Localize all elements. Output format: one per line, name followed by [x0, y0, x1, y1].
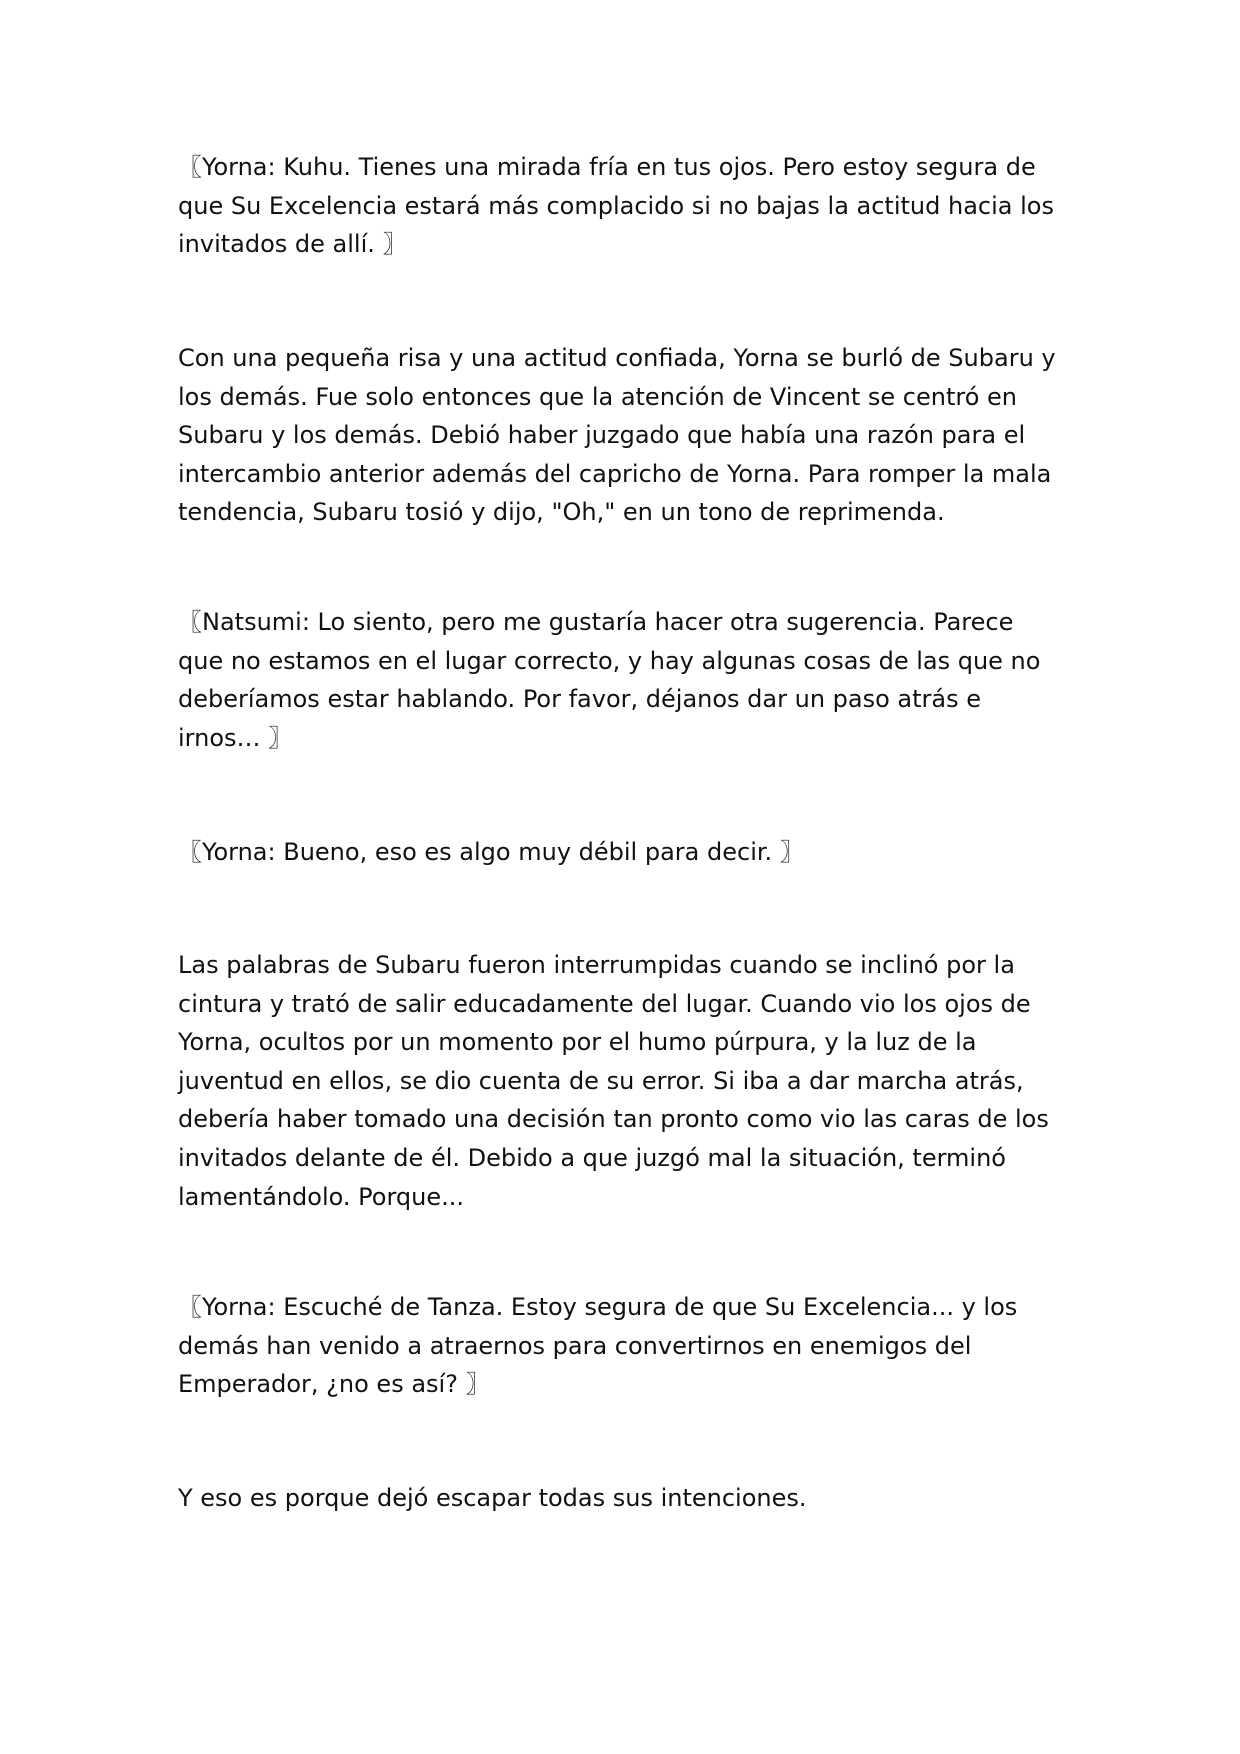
dialogue-yorna-3: 〖Yorna: Escuché de Tanza. Estoy segura de que Su Excelencia... y los demás han venido a atraernos para convertirnos en enemigos del Emperador, ¿no es así? 〗	[178, 1293, 1018, 1399]
dialogue-yorna-1: 〖Yorna: Kuhu. Tienes una mirada fría en tus ojos. Pero estoy segura de que Su Excelencia estará más complacido si no bajas la actitud hacia los invitados de allí. 〗	[178, 153, 1054, 259]
narration-paragraph-1: Con una pequeña risa y una actitud confiada, Yorna se burló de Subaru y los demás. Fue solo entonces que la atención de Vincent se centró en Subaru y los demás. Debió haber juzgado que había una razón para el intercambio anterior además del capricho de Yorna. Para romper la mala tendencia, Subaru tosió y dijo, "Oh," en un tono de reprimenda.	[178, 344, 1056, 527]
narration-paragraph-2: Las palabras de Subaru fueron interrumpidas cuando se inclinó por la cintura y trató de salir educadamente del lugar. Cuando vio los ojos de Yorna, ocultos por un momento por el humo púrpura, y la luz de la juventud en ellos, se dio cuenta de su error. Si iba a dar marcha atrás, debería haber tomado una decisión tan pronto como vio las caras de los invitados delante de él. Debido a que juzgó mal la situación, terminó lamentándolo. Porque...	[178, 951, 1049, 1211]
narration-paragraph-3: Y eso es porque dejó escapar todas sus intenciones.	[178, 1484, 807, 1512]
dialogue-natsumi-1: 〖Natsumi: Lo siento, pero me gustaría hacer otra sugerencia. Parece que no estamos en el lugar correcto, y hay algunas cosas de las que no deberíamos estar hablando. Por favor, déjanos dar un paso atrás e irnos… 〗	[178, 608, 1041, 752]
dialogue-yorna-2: 〖Yorna: Bueno, eso es algo muy débil para decir. 〗	[178, 838, 804, 866]
